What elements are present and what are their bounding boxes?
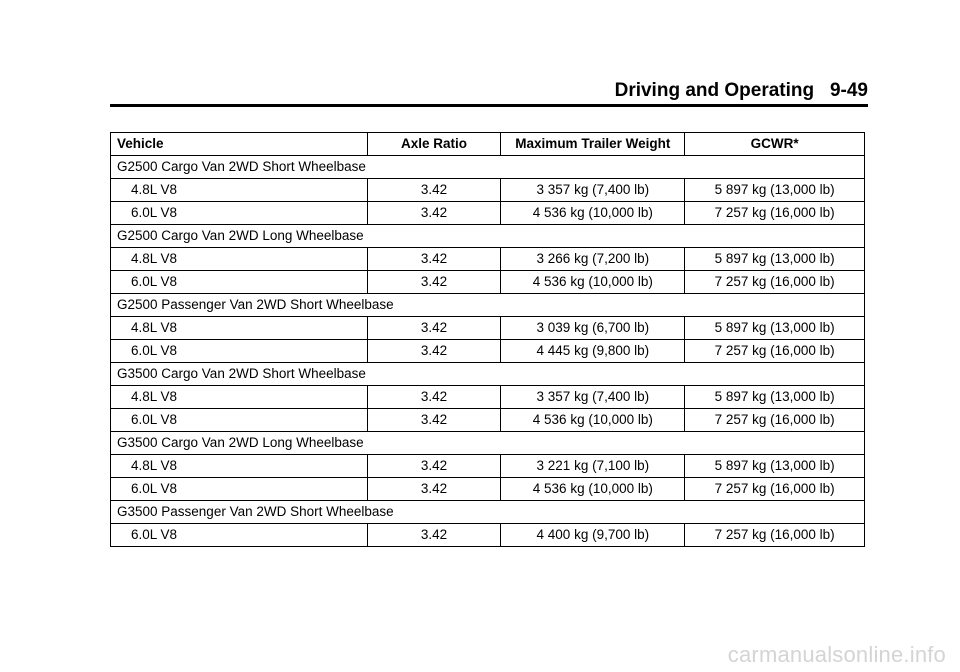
table-body	[111, 156, 865, 547]
axle-ratio-cell: 3.42	[367, 179, 501, 202]
gcwr-cell: 5 897 kg (13,000 lb)	[685, 179, 865, 202]
table-section-row	[111, 225, 865, 248]
max-trailer-weight-cell: 4 536 kg (10,000 lb)	[501, 202, 685, 225]
table-row	[111, 179, 865, 202]
table-section-row	[111, 363, 865, 386]
max-trailer-weight-cell: 4 400 kg (9,700 lb)	[501, 524, 685, 547]
engine-cell: 4.8L V8	[111, 248, 368, 271]
gcwr-cell: 7 257 kg (16,000 lb)	[685, 478, 865, 501]
section-title-cell: G2500 Cargo Van 2WD Short Wheelbase	[111, 156, 865, 179]
gcwr-cell: 5 897 kg (13,000 lb)	[685, 455, 865, 478]
gcwr-cell: 5 897 kg (13,000 lb)	[685, 248, 865, 271]
table-row	[111, 455, 865, 478]
max-trailer-weight-cell: 3 039 kg (6,700 lb)	[501, 317, 685, 340]
max-trailer-weight-cell: 3 357 kg (7,400 lb)	[501, 386, 685, 409]
table-row	[111, 248, 865, 271]
engine-cell: 4.8L V8	[111, 179, 368, 202]
gcwr-cell: 5 897 kg (13,000 lb)	[685, 317, 865, 340]
axle-ratio-cell: 3.42	[367, 524, 501, 547]
gcwr-cell: 7 257 kg (16,000 lb)	[685, 202, 865, 225]
table-row	[111, 317, 865, 340]
axle-ratio-cell: 3.42	[367, 386, 501, 409]
table-row	[111, 202, 865, 225]
engine-cell: 6.0L V8	[111, 340, 368, 363]
gcwr-cell: 7 257 kg (16,000 lb)	[685, 340, 865, 363]
table-section-row	[111, 156, 865, 179]
engine-cell: 6.0L V8	[111, 202, 368, 225]
section-title-cell: G3500 Cargo Van 2WD Long Wheelbase	[111, 432, 865, 455]
table-row	[111, 386, 865, 409]
max-trailer-weight-cell: 4 536 kg (10,000 lb)	[501, 478, 685, 501]
page-number: 9-49	[829, 80, 868, 101]
section-title-cell: G2500 Passenger Van 2WD Short Wheelbase	[111, 294, 865, 317]
axle-ratio-cell: 3.42	[367, 478, 501, 501]
gcwr-cell: 7 257 kg (16,000 lb)	[685, 409, 865, 432]
table-row	[111, 409, 865, 432]
max-trailer-weight-cell: 3 357 kg (7,400 lb)	[501, 179, 685, 202]
section-title-cell: G3500 Cargo Van 2WD Short Wheelbase	[111, 363, 865, 386]
max-trailer-weight-cell: 3 266 kg (7,200 lb)	[501, 248, 685, 271]
gcwr-cell: 7 257 kg (16,000 lb)	[685, 524, 865, 547]
max-trailer-weight-cell: 4 536 kg (10,000 lb)	[501, 271, 685, 294]
gcwr-cell: 7 257 kg (16,000 lb)	[685, 271, 865, 294]
column-header-vehicle: Vehicle	[111, 133, 368, 156]
trailer-weight-table	[110, 132, 865, 547]
axle-ratio-cell: 3.42	[367, 340, 501, 363]
engine-cell: 4.8L V8	[111, 317, 368, 340]
header-title	[615, 80, 868, 102]
engine-cell: 6.0L V8	[111, 271, 368, 294]
table-row	[111, 271, 865, 294]
column-header-gcwr: GCWR*	[685, 133, 865, 156]
table-header-row	[111, 133, 865, 156]
engine-cell: 4.8L V8	[111, 386, 368, 409]
axle-ratio-cell: 3.42	[367, 455, 501, 478]
axle-ratio-cell: 3.42	[367, 317, 501, 340]
section-title: Driving and Operating	[614, 80, 815, 101]
table-section-row	[111, 432, 865, 455]
engine-cell: 6.0L V8	[111, 409, 368, 432]
axle-ratio-cell: 3.42	[367, 248, 501, 271]
column-header-max-trailer-weight: Maximum Trailer Weight	[501, 133, 685, 156]
gcwr-cell: 5 897 kg (13,000 lb)	[685, 386, 865, 409]
column-header-axle-ratio: Axle Ratio	[367, 133, 501, 156]
table-section-row	[111, 294, 865, 317]
max-trailer-weight-cell: 4 445 kg (9,800 lb)	[501, 340, 685, 363]
engine-cell: 6.0L V8	[111, 478, 368, 501]
table-row	[111, 524, 865, 547]
section-title-cell: G2500 Cargo Van 2WD Long Wheelbase	[111, 225, 865, 248]
table-row	[111, 340, 865, 363]
max-trailer-weight-cell: 3 221 kg (7,100 lb)	[501, 455, 685, 478]
axle-ratio-cell: 3.42	[367, 202, 501, 225]
axle-ratio-cell: 3.42	[367, 271, 501, 294]
header-rule	[110, 104, 868, 107]
table-section-row	[111, 501, 865, 524]
watermark: carmanualsonline.info	[727, 642, 946, 667]
axle-ratio-cell: 3.42	[367, 409, 501, 432]
engine-cell: 4.8L V8	[111, 455, 368, 478]
max-trailer-weight-cell: 4 536 kg (10,000 lb)	[501, 409, 685, 432]
engine-cell: 6.0L V8	[111, 524, 368, 547]
page-header	[110, 80, 868, 102]
section-title-cell: G3500 Passenger Van 2WD Short Wheelbase	[111, 501, 865, 524]
table-row	[111, 478, 865, 501]
